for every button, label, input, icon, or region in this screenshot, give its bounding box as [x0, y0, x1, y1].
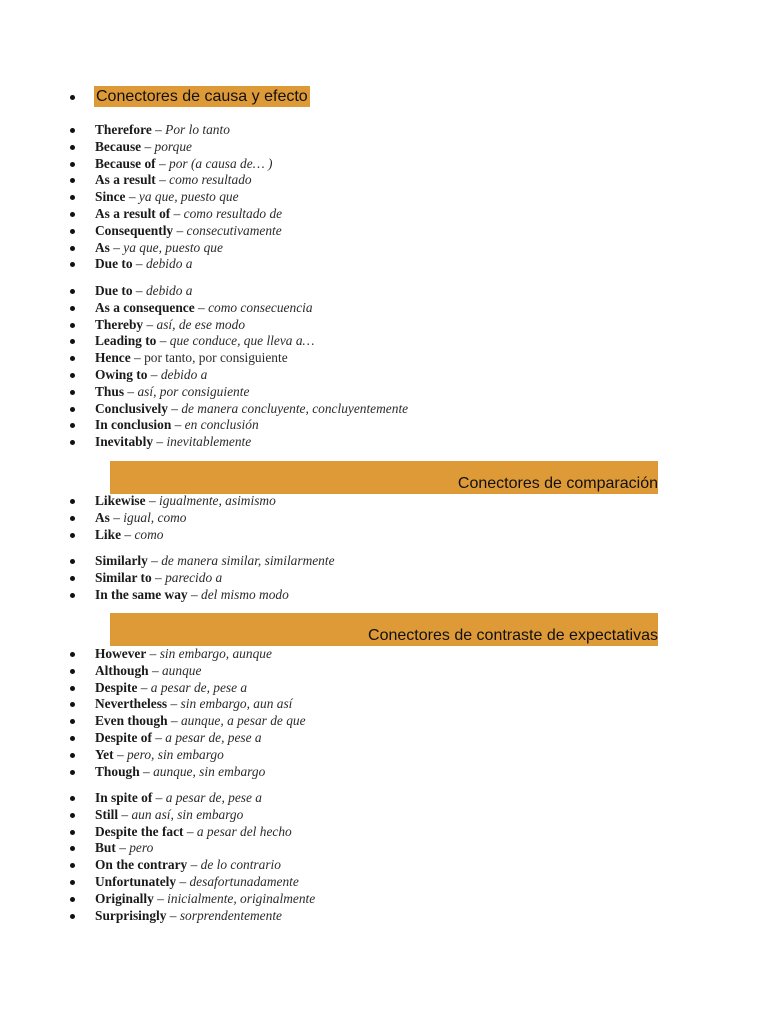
- connector-term: As: [95, 239, 110, 255]
- connector-term: Owing to: [95, 366, 148, 382]
- connector-translation: parecido a: [165, 569, 223, 585]
- list-item-text: [95, 401, 408, 418]
- connector-term: As a result of: [95, 205, 171, 221]
- dash-separator: –: [147, 366, 161, 382]
- connector-term: But: [95, 840, 116, 856]
- bullet-icon: [70, 719, 75, 724]
- dash-separator: –: [109, 239, 124, 255]
- dash-separator: –: [115, 840, 130, 856]
- connector-term: Like: [95, 526, 122, 542]
- list-item: [0, 680, 768, 697]
- dash-separator: –: [155, 172, 170, 188]
- list-comparacion-1: [0, 493, 768, 543]
- bullet-icon: [70, 702, 75, 707]
- bullet-icon: [70, 559, 75, 564]
- list-contraste-1: [0, 646, 768, 780]
- bullet-icon: [70, 128, 75, 133]
- dash-separator: –: [145, 493, 159, 508]
- connector-term: In spite of: [95, 790, 156, 805]
- connector-term: Similar to: [95, 569, 152, 585]
- list-item: [0, 807, 768, 824]
- list-item-text: [95, 300, 313, 317]
- dash-separator: –: [187, 586, 202, 602]
- list-item: [0, 206, 768, 223]
- connector-term: Unfortunately: [95, 873, 177, 889]
- connector-translation: como resultado: [169, 172, 252, 188]
- bullet-icon: [70, 499, 75, 504]
- dash-separator: –: [146, 646, 160, 661]
- list-item: [0, 824, 768, 841]
- connector-term: Nevertheless: [95, 696, 168, 712]
- list-item-text: [95, 317, 245, 334]
- bullet-icon: [70, 830, 75, 835]
- list-item: [0, 401, 768, 418]
- dash-separator: –: [170, 205, 184, 221]
- connector-term: Still: [95, 806, 119, 822]
- list-item-text: [95, 493, 276, 510]
- dash-separator: –: [155, 790, 166, 805]
- connector-translation: igualmente, asimismo: [158, 493, 276, 508]
- connector-translation: pero, sin embargo: [126, 746, 224, 762]
- list-item: [0, 663, 768, 680]
- connector-term: Similarly: [95, 553, 148, 568]
- bullet-icon: [70, 897, 75, 902]
- bullet-icon: [70, 178, 75, 183]
- list-item: [0, 891, 768, 908]
- list-item-text: [95, 807, 243, 824]
- connector-term: Despite of: [95, 729, 152, 745]
- list-item: [0, 764, 768, 781]
- bullet-icon: [70, 356, 75, 361]
- connector-term: However: [95, 646, 147, 661]
- connector-term: Surprisingly: [95, 907, 167, 923]
- bullet-icon: [70, 162, 75, 167]
- connector-translation: así, de ese modo: [156, 316, 246, 332]
- list-item: [0, 223, 768, 240]
- list-item: [0, 646, 768, 663]
- bullet-icon: [70, 846, 75, 851]
- connector-term: Thus: [95, 383, 125, 399]
- bullet-icon: [70, 813, 75, 818]
- bullet-icon: [70, 880, 75, 885]
- bullet-icon: [70, 339, 75, 344]
- dash-separator: –: [137, 679, 151, 695]
- connector-term: On the contrary: [95, 857, 188, 873]
- list-contraste-2: [0, 790, 768, 924]
- dash-separator: –: [194, 299, 209, 315]
- connector-translation: porque: [154, 138, 192, 154]
- dash-separator: –: [139, 763, 154, 779]
- dash-separator: –: [124, 383, 138, 399]
- list-item-text: [95, 908, 282, 925]
- heading-bullet: [70, 95, 75, 100]
- dash-separator: –: [130, 350, 145, 366]
- list-comparacion-2: [0, 553, 768, 603]
- list-item-text: [95, 527, 163, 544]
- list-item: [0, 747, 768, 764]
- connector-translation: ya que, puesto que: [138, 189, 239, 205]
- bullet-icon: [70, 195, 75, 200]
- connector-term: In conclusion: [95, 417, 172, 433]
- connector-translation: sorprendentemente: [179, 907, 282, 923]
- dash-separator: –: [148, 662, 162, 678]
- bullet-icon: [70, 262, 75, 267]
- dash-separator: –: [167, 696, 181, 712]
- list-item: [0, 696, 768, 713]
- connector-term: Consequently: [95, 222, 174, 238]
- list-item-text: [95, 874, 299, 891]
- connector-term: Due to: [95, 283, 133, 298]
- list-item: [0, 730, 768, 747]
- list-item: [0, 156, 768, 173]
- dash-separator: –: [121, 526, 135, 542]
- connector-term: In the same way: [95, 586, 188, 602]
- list-item: [0, 553, 768, 570]
- list-item-text: [95, 790, 262, 807]
- list-item-text: [95, 696, 292, 713]
- connector-translation: de manera similar, similarmente: [161, 553, 335, 568]
- list-item: [0, 510, 768, 527]
- list-item: [0, 300, 768, 317]
- dash-separator: –: [176, 873, 190, 889]
- connector-term: Likewise: [95, 493, 146, 508]
- connector-translation: a pesar de, pese a: [165, 790, 263, 805]
- dash-separator: –: [132, 256, 146, 272]
- list-item: [0, 417, 768, 434]
- dash-separator: –: [143, 316, 157, 332]
- dash-separator: –: [132, 283, 146, 298]
- bullet-icon: [70, 652, 75, 657]
- connector-term: As: [95, 509, 110, 525]
- connector-term: Despite the fact: [95, 823, 184, 839]
- bullet-icon: [70, 390, 75, 395]
- connector-translation: Por lo tanto: [165, 122, 230, 137]
- list-item-text: [95, 172, 252, 189]
- bullet-icon: [70, 753, 75, 758]
- list-item-text: [95, 156, 272, 173]
- list-item-text: [95, 587, 289, 604]
- connector-term: Leading to: [95, 333, 157, 349]
- list-item-text: [95, 283, 192, 300]
- list-item-text: [95, 223, 282, 240]
- list-item-text: [95, 417, 259, 434]
- list-item: [0, 527, 768, 544]
- bullet-icon: [70, 373, 75, 378]
- connector-translation: aunque, a pesar de que: [180, 713, 306, 729]
- connector-translation: aunque: [161, 662, 202, 678]
- dash-separator: –: [156, 333, 170, 349]
- list-item: [0, 283, 768, 300]
- list-item-text: [95, 139, 192, 156]
- connector-translation: aun así, sin embargo: [131, 806, 244, 822]
- section-heading-comparacion-bar: [110, 461, 658, 494]
- connector-translation: pero: [129, 840, 154, 856]
- bullet-icon: [70, 229, 75, 234]
- connector-translation: a pesar de, pese a: [165, 729, 262, 745]
- connector-term: Inevitably: [95, 434, 154, 450]
- list-item: [0, 189, 768, 206]
- connector-translation: del mismo modo: [201, 586, 289, 602]
- connector-translation: de lo contrario: [200, 857, 281, 873]
- list-item: [0, 384, 768, 401]
- list-item-text: [95, 240, 223, 257]
- list-item: [0, 240, 768, 257]
- section-heading-contraste: Conectores de contraste de expectativas: [368, 627, 658, 644]
- connector-translation: sin embargo, aun así: [180, 696, 293, 712]
- bullet-icon: [70, 306, 75, 311]
- list-item-text: [95, 747, 224, 764]
- list-item-text: [95, 857, 281, 874]
- section-heading-causa-efecto: Conectores de causa y efecto: [96, 88, 308, 105]
- list-item-text: [95, 824, 292, 841]
- list-item-text: [95, 367, 207, 384]
- list-item: [0, 350, 768, 367]
- bullet-icon: [70, 796, 75, 801]
- connector-translation: a pesar de, pese a: [150, 679, 248, 695]
- connector-translation: inicialmente, originalmente: [167, 890, 316, 906]
- list-item-text: [95, 384, 249, 401]
- dash-separator: –: [147, 553, 162, 568]
- list-item-text: [95, 333, 314, 350]
- list-item-text: [95, 646, 272, 663]
- list-item: [0, 434, 768, 451]
- list-item: [0, 493, 768, 510]
- dash-separator: –: [125, 189, 139, 205]
- section-heading-contraste-bar: [110, 613, 658, 646]
- list-item: [0, 874, 768, 891]
- bullet-icon: [70, 423, 75, 428]
- list-item-text: [95, 663, 201, 680]
- list-causa-efecto-2: [0, 283, 768, 451]
- bullet-icon: [70, 289, 75, 294]
- connector-term: Originally: [95, 890, 154, 906]
- connector-term: Hence: [95, 350, 131, 366]
- list-item: [0, 256, 768, 273]
- dash-separator: –: [173, 222, 187, 238]
- dash-separator: –: [183, 823, 197, 839]
- list-item: [0, 587, 768, 604]
- bullet-icon: [70, 323, 75, 328]
- list-item-text: [95, 713, 306, 730]
- list-item-text: [95, 122, 230, 139]
- bullet-icon: [70, 516, 75, 521]
- dash-separator: –: [187, 857, 201, 873]
- connector-translation: debido a: [145, 256, 193, 272]
- list-item: [0, 790, 768, 807]
- bullet-icon: [70, 593, 75, 598]
- list-item: [0, 139, 768, 156]
- list-item: [0, 122, 768, 139]
- list-item-text: [95, 256, 192, 273]
- dash-separator: –: [166, 907, 180, 923]
- connector-translation: así, por consiguiente: [137, 383, 250, 399]
- dash-separator: –: [151, 729, 166, 745]
- dash-separator: –: [171, 417, 185, 433]
- connector-translation: inevitablemente: [166, 434, 252, 450]
- list-item-text: [95, 553, 335, 570]
- list-item: [0, 570, 768, 587]
- dash-separator: –: [153, 434, 167, 450]
- dash-separator: –: [118, 806, 132, 822]
- connector-translation: igual, como: [123, 509, 187, 525]
- connector-term: As a consequence: [95, 299, 195, 315]
- dash-separator: –: [167, 713, 181, 729]
- connector-translation: debido a: [160, 366, 208, 382]
- bullet-icon: [70, 914, 75, 919]
- dash-separator: –: [113, 746, 127, 762]
- list-item-text: [95, 350, 288, 367]
- bullet-icon: [70, 212, 75, 217]
- connector-term: Because of: [95, 155, 156, 171]
- dash-separator: –: [151, 569, 166, 585]
- list-item: [0, 317, 768, 334]
- connector-translation: de manera concluyente, concluyentemente: [181, 400, 409, 416]
- bullet-icon: [70, 576, 75, 581]
- connector-translation: sin embargo, aunque: [159, 646, 272, 661]
- bullet-icon: [70, 686, 75, 691]
- connector-translation: debido a: [145, 283, 193, 298]
- dash-separator: –: [155, 155, 170, 171]
- list-item-text: [95, 730, 262, 747]
- dash-separator: –: [151, 122, 166, 137]
- list-item: [0, 367, 768, 384]
- bullet-icon: [70, 246, 75, 251]
- dash-separator: –: [153, 890, 168, 906]
- connector-term: As a result: [95, 172, 156, 188]
- bullet-icon: [70, 863, 75, 868]
- list-item-text: [95, 891, 315, 908]
- bullet-icon: [70, 407, 75, 412]
- connector-translation: en conclusión: [184, 417, 259, 433]
- connector-translation: por (a causa de… ): [169, 155, 273, 171]
- connector-translation: aunque, sin embargo: [153, 763, 266, 779]
- list-item-text: [95, 510, 187, 527]
- connector-term: Because: [95, 138, 142, 154]
- connector-term: Therefore: [95, 122, 152, 137]
- connector-translation: como consecuencia: [208, 299, 313, 315]
- bullet-icon: [70, 145, 75, 150]
- list-item-text: [95, 764, 265, 781]
- bullet-icon: [70, 533, 75, 538]
- list-item-text: [95, 206, 282, 223]
- dash-separator: –: [109, 509, 124, 525]
- bullet-icon: [70, 770, 75, 775]
- bullet-icon: [70, 440, 75, 445]
- dash-separator: –: [141, 138, 155, 154]
- connector-translation: consecutivamente: [186, 222, 282, 238]
- connector-term: Thereby: [95, 316, 144, 332]
- list-item: [0, 333, 768, 350]
- list-item-text: [95, 840, 153, 857]
- list-causa-efecto-1: [0, 122, 768, 273]
- connector-translation: como resultado de: [183, 205, 283, 221]
- list-item: [0, 908, 768, 925]
- connector-term: Though: [95, 763, 140, 779]
- connector-term: Even though: [95, 713, 168, 729]
- section-heading-comparacion: Conectores de comparación: [457, 475, 658, 492]
- dash-separator: –: [167, 400, 182, 416]
- bullet-icon: [70, 669, 75, 674]
- bullet-icon: [70, 736, 75, 741]
- list-item: [0, 172, 768, 189]
- connector-term: Due to: [95, 256, 133, 272]
- connector-translation: ya que, puesto que: [123, 239, 223, 255]
- list-item-text: [95, 434, 251, 451]
- list-item-text: [95, 189, 239, 206]
- connector-term: Although: [95, 662, 149, 678]
- connector-translation: como: [134, 526, 164, 542]
- connector-term: Despite: [95, 679, 138, 695]
- list-item: [0, 857, 768, 874]
- list-item: [0, 840, 768, 857]
- connector-term: Conclusively: [95, 400, 168, 416]
- connector-translation: a pesar del hecho: [196, 823, 292, 839]
- connector-term: Since: [95, 189, 126, 205]
- list-item-text: [95, 680, 247, 697]
- connector-translation: por tanto, por consiguiente: [144, 350, 288, 366]
- connector-translation: que conduce, que lleva a…: [169, 333, 315, 349]
- connector-term: Yet: [95, 746, 114, 762]
- list-item-text: [95, 570, 222, 587]
- connector-translation: desafortunadamente: [189, 873, 299, 889]
- list-item: [0, 713, 768, 730]
